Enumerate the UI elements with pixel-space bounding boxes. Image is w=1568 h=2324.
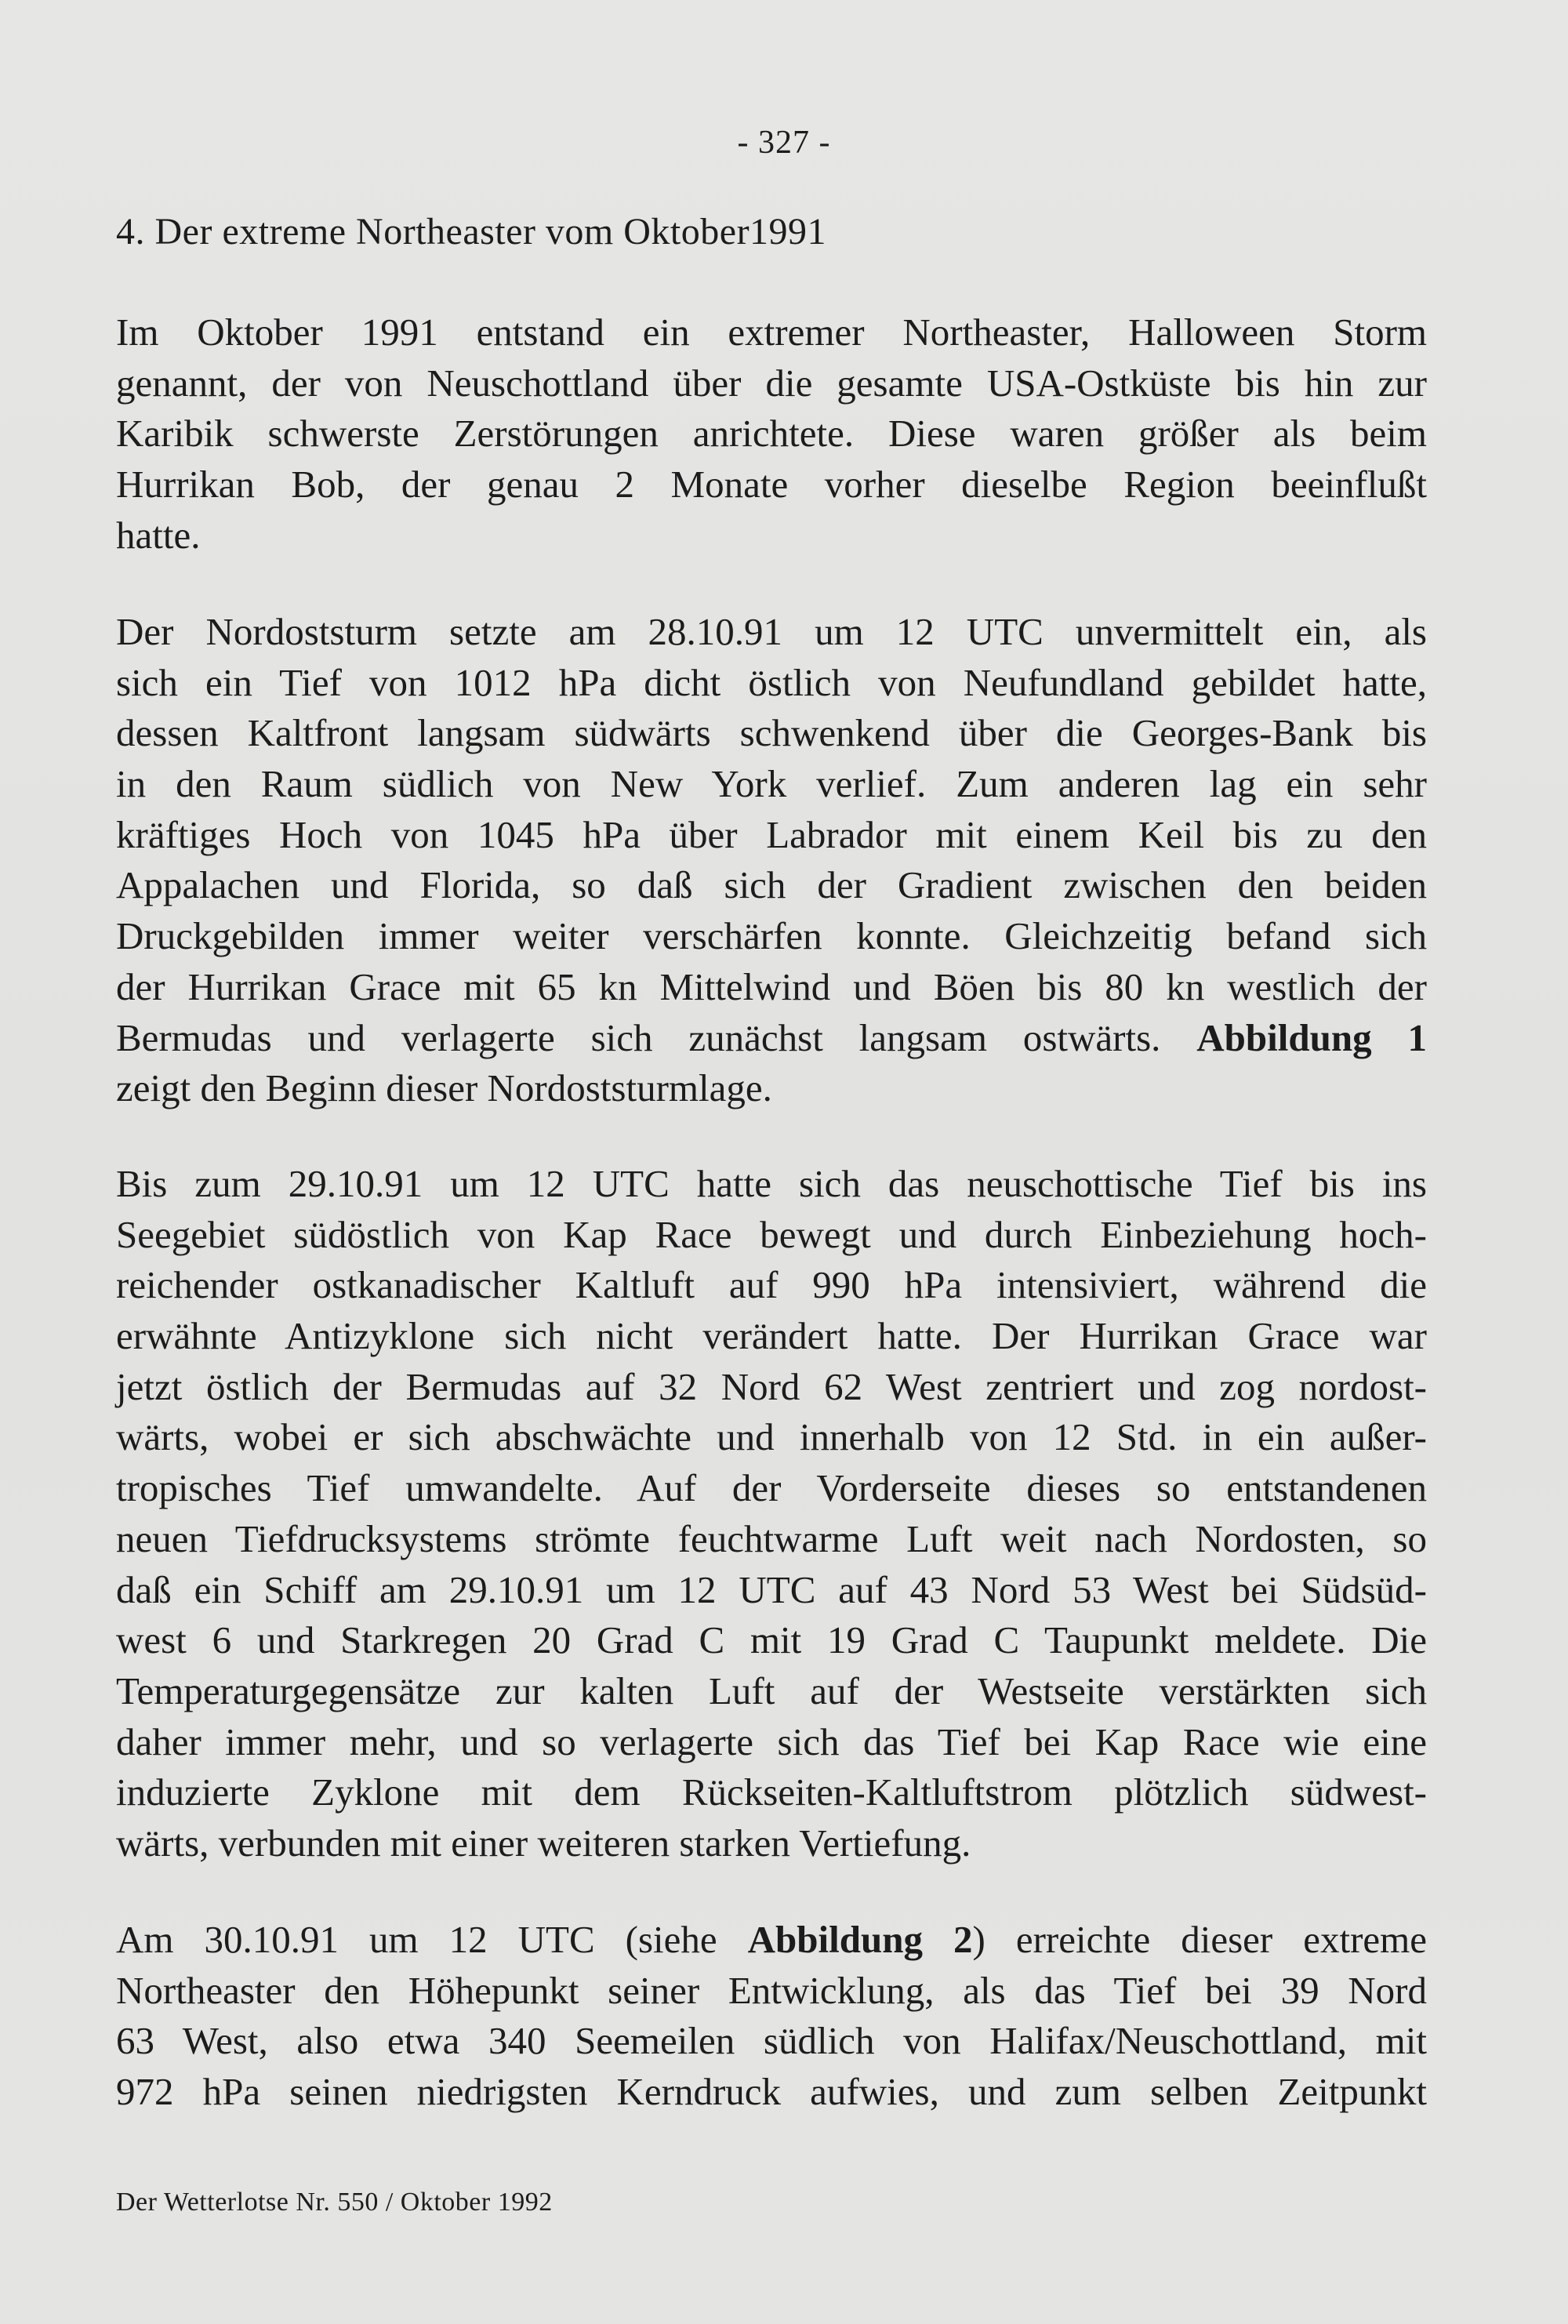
text-line: induzierte Zyklone mit dem Rückseiten-Kaltluftstrom plötzlich südwest- xyxy=(116,1770,1427,1814)
text-line: neuen Tiefdrucksystems strömte feuchtwarme Luft weit nach Nordosten, so xyxy=(116,1516,1427,1560)
text-line: daß ein Schiff am 29.10.91 um 12 UTC auf 43 Nord 53 West bei Südsüd- xyxy=(116,1567,1427,1611)
text-line: der Hurrikan Grace mit 65 kn Mittelwind und Böen bis 80 kn westlich der xyxy=(116,964,1427,1008)
text-line: Im Oktober 1991 entstand ein extremer Northeaster, Halloween Storm xyxy=(116,310,1427,354)
text-line: kräftiges Hoch von 1045 hPa über Labrador mit einem Keil bis zu den xyxy=(116,812,1427,856)
text-line: daher immer mehr, und so verlagerte sich das Tief bei Kap Race wie eine xyxy=(116,1719,1427,1763)
text-line-with-figure-ref xyxy=(116,1915,1427,1966)
text-line: Temperaturgegensätze zur kalten Luft auf der Westseite verstärkten sich xyxy=(116,1669,1427,1712)
line-text: Am 30.10.91 um 12 UTC (siehe xyxy=(116,1918,717,1961)
publication-footer: Der Wetterlotse Nr. 550 / Oktober 1992 xyxy=(116,2188,553,2217)
text-line-with-figure-ref xyxy=(116,1013,1427,1064)
text-line: 63 West, also etwa 340 Seemeilen südlich von Halifax/Neuschottland, mit xyxy=(116,2019,1427,2063)
text-line: wärts, verbunden mit einer weiteren starken Vertiefung. xyxy=(116,1821,971,1865)
text-line: erwähnte Antizyklone sich nicht verändert hatte. Der Hurrikan Grace war xyxy=(116,1314,1427,1358)
text-line: zeigt den Beginn dieser Nordoststurmlage. xyxy=(116,1066,772,1110)
section-heading: 4. Der extreme Northeaster vom Oktober1991 xyxy=(116,211,827,252)
text-line: 972 hPa seinen niedrigsten Kerndruck aufwies, und zum selben Zeitpunkt xyxy=(116,2070,1427,2114)
paragraph-1 xyxy=(116,307,1427,561)
text-line: Hurrikan Bob, der genau 2 Monate vorher dieselbe Region beeinflußt xyxy=(116,463,1427,507)
figure-reference-1: Abbildung 1 xyxy=(1196,1015,1427,1059)
text-line: dessen Kaltfront langsam südwärts schwenkend über die Georges-Bank bis xyxy=(116,711,1427,755)
figure-reference-2: Abbildung 2 xyxy=(747,1918,973,1961)
text-line: Der Nordoststurm setzte am 28.10.91 um 12 UTC unvermittelt ein, als xyxy=(116,610,1427,653)
text-line: genannt, der von Neuschottland über die gesamte USA-Ostküste bis hin zur xyxy=(116,361,1427,405)
text-line: hatte. xyxy=(116,513,201,557)
text-line: in den Raum südlich von New York verlief. Zum anderen lag ein sehr xyxy=(116,762,1427,806)
text-line: wärts, wobei er sich abschwächte und innerhalb von 12 Std. in ein außer- xyxy=(116,1415,1427,1459)
text-line: sich ein Tief von 1012 hPa dicht östlich von Neufundland gebildet hatte, xyxy=(116,660,1427,704)
text-line: west 6 und Starkregen 20 Grad C mit 19 Grad C Taupunkt meldete. Die xyxy=(116,1618,1427,1662)
text-line: reichender ostkanadischer Kaltluft auf 990 hPa intensiviert, während die xyxy=(116,1263,1427,1307)
text-line: tropisches Tief umwandelte. Auf der Vorderseite dieses so entstandenen xyxy=(116,1466,1427,1510)
text-line: jetzt östlich der Bermudas auf 32 Nord 62 West zentriert und zog nordost- xyxy=(116,1364,1427,1408)
line-text: Bermudas und verlagerte sich zunächst langsam ostwärts. xyxy=(116,1015,1161,1059)
text-line: Appalachen und Florida, so daß sich der Gradient zwischen den beiden xyxy=(116,863,1427,907)
line-text-tail: ) erreichte dieser extreme xyxy=(972,1918,1428,1961)
paragraph-3 xyxy=(116,1159,1427,1869)
text-line: Seegebiet südöstlich von Kap Race bewegt und durch Einbeziehung hoch- xyxy=(116,1212,1427,1256)
text-line: Northeaster den Höhepunkt seiner Entwicklung, als das Tief bei 39 Nord xyxy=(116,1968,1427,2012)
page-number: - 327 - xyxy=(737,125,831,161)
text-line: Druckgebilden immer weiter verschärfen konnte. Gleichzeitig befand sich xyxy=(116,914,1427,958)
text-line: Bis zum 29.10.91 um 12 UTC hatte sich das neuschottische Tief bis ins xyxy=(116,1162,1427,1205)
paragraph-4 xyxy=(116,1915,1427,2118)
paragraph-2 xyxy=(116,607,1427,1114)
text-line: Karibik schwerste Zerstörungen anrichtete. Diese waren größer als beim xyxy=(116,412,1427,456)
